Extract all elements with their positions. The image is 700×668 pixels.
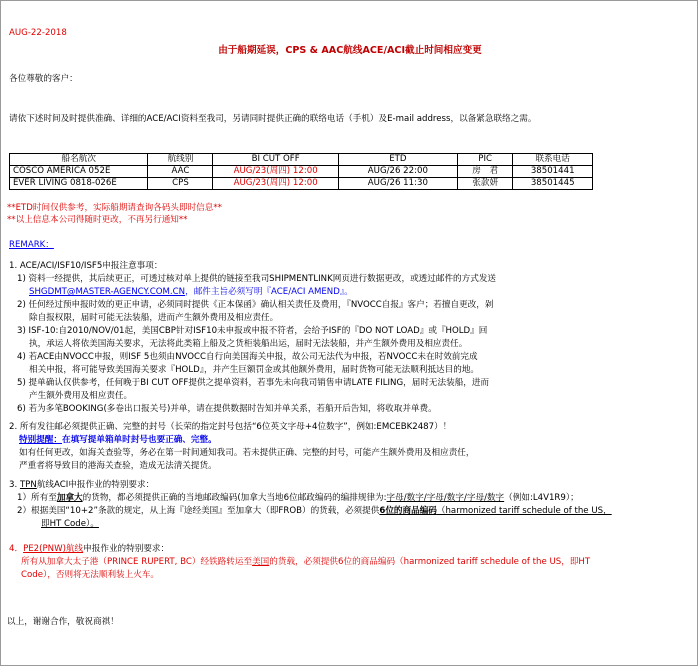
section-1-item-5 [9,377,496,403]
notice-date: AUG-22-2018 [9,28,67,38]
cell-route: AAC [148,166,213,178]
item-3-line-a: 3) ISF-10:自2010/NOV/01起，美国CBP针对ISF10未申报或申报不符者，会给予ISF的『DO NOT LOAD』或『HOLD』回 [17,326,488,336]
header-route: 航线别 [148,154,213,166]
item-1-prefix: 1）所有至 [17,493,57,503]
item-2-htcode: 即HT Code）。 [41,519,99,529]
header-cutoff: BI CUT OFF [213,154,338,166]
section-1 [9,260,496,416]
item-5-line-a: 5) 提单确认仅供参考，任何晚于BI CUT OFF提供之提单资料，若事先未向我司销售申请LATE FILING，届时无法装船，进而 [17,378,490,388]
cell-vessel: EVER LIVING 0818-026E [10,178,148,190]
note-etd: **ETD时间仅供参考，实际船期请查询各码头即时信息** [7,203,222,213]
section-3-heading-text: 航线ACI申报作业的特别要求： [36,480,155,490]
postal-pattern: 字母/数字/字母/数字/字母/数字 [386,493,505,503]
header-tel: 联系电话 [513,154,593,166]
amend-subject-text: ，邮件主旨必须写明『ACE/ACI AMEND』。 [185,287,353,297]
section-1-item-6: 6) 若为多笔BOOKING(多卷出口报关号)并单，请在提供数据时告知并单关系，若船开后告知，将收取并单费。 [17,404,437,414]
section-4-line-2: Code），否则将无法顺利装上火车。 [21,570,160,580]
header-vessel: 船名航次 [10,154,148,166]
cell-cutoff: AUG/23(周四) 12:00 [213,166,338,178]
section-3-heading [9,479,612,492]
item-1-suffix: （例如:L4V1R9）； [504,493,579,503]
cell-etd: AUG/26 11:30 [338,178,457,190]
section-2 [9,421,474,473]
section-1-item-4 [9,351,496,377]
item-2-prefix: 2）根据美国“10+2”条款的规定，从上海『途经美国』至加拿大（即FROB）的货载，必须提供 [17,506,380,516]
intro-text: 请依下述时间及时提供准确、详细的ACE/ACI资料至我司，另请同时提供正确的联络电话（手机）及E-mail address，以备紧急联络之需。 [9,114,537,124]
section-2-line-3: 如有任何更改，如海关查验等，务必在第一时间通知我司。若未提供正确、完整的封号，可能产生额外费用及相应责任， [19,448,475,458]
section-4-heading-text: 申报作业的特别要求： [83,544,170,554]
cell-etd: AUG/26 22:00 [338,166,457,178]
amend-email-link[interactable]: SHGDMT@MASTER-AGENCY.COM.CN [29,287,186,297]
table-header-row [10,154,593,166]
item-4-line-a: 4) 若ACE由NVOCC申报，则ISF 5也须由NVOCC自行向美国海关申报，故公司无法代为申报，若NVOCC未在时效前完成 [17,352,478,362]
section-3-number: 3. [9,480,18,490]
item-1-mid: 的货物，都必须提供正确的当地邮政编码(加拿大当地6位邮政编码的编排规律为: [82,493,387,503]
item-5-line-b: 产生额外费用及相应责任。 [29,391,133,401]
section-2-line-1: 2. 所有发往邮必须提供正确、完整的封号（长荣的指定封号包括“6位英文字母+4位数字”，例如:EMCEBK2487）！ [9,422,452,432]
item-2-line-b: 除自报权限，届时可能无法装船，进而产生额外费用及相应责任。 [29,313,279,323]
cell-pic: 张款妍 [457,178,512,190]
section-3-item-2 [9,505,612,531]
section-3-item-1 [9,492,612,505]
section-4-number: 4． [9,544,24,554]
notice-title: 由于船期延误，CPS & AAC航线ACE/ACI截止时间相应变更 [218,45,482,56]
section-4 [9,543,590,582]
table-row [10,166,593,178]
section-1-item-2 [9,299,496,325]
section-3 [9,479,612,531]
line-1-prefix: 所有从加拿大太子港（PRINCE RUPERT, BC）经铁路转运至 [21,557,253,567]
cell-pic: 房 君 [457,166,512,178]
section-4-heading [9,543,590,556]
pe2-route-label: PE2(PNW)航线 [23,544,84,554]
section-4-line-1 [9,556,590,569]
special-reminder-label: 特别提醒： [19,435,62,445]
us-label: 美国 [252,557,270,567]
item-1-line-b [17,286,496,299]
item-4-line-b: 相关申报，将可能导致美国海关要求『HOLD』，并产生巨额罚金或其他额外费用，届时货物可能无法顺利抵达目的地。 [29,365,480,375]
closing-text: 以上，谢谢合作，敬祝商祺！ [7,617,119,627]
item-1-line-a: 1) 资料一经提供，其后续更正，可透过核对单上提供的链接至我司SHIPMENTLINK网页进行数据更改，或透过邮件的方式发送 [17,274,497,284]
header-pic: PIC [457,154,512,166]
tpn-route-label: TPN [19,480,37,490]
special-reminder-text: 在填写提单箱单时封号也要正确、完整。 [61,435,217,445]
cell-tel: 38501445 [513,178,593,190]
remark-link[interactable]: REMARK： [9,240,54,250]
section-1-heading: 1. ACE/ACI/ISF10/ISF5申报注意事项： [9,261,163,271]
line-1-suffix: 的货载，必须提供6位的商品编码（harmonized tariff schedule of the US，即HT [269,557,591,567]
item-2-hts: （harmonized tariff schedule of the US， [436,506,612,516]
cell-route: CPS [148,178,213,190]
item-2-line-a: 2) 任何经过预申报时效的更正申请，必须同时提供《正本保函》确认相关责任及费用，『NVOCC自报』客户；若擅自更改，剁 [17,300,494,310]
note-changes: **以上信息本公司得随时更改，不再另行通知** [7,215,188,225]
section-2-special [9,434,474,447]
table-row [10,178,593,190]
cell-vessel: COSCO AMERICA 052E [10,166,148,178]
header-etd: ETD [338,154,457,166]
vessel-schedule-table [9,153,593,190]
item-3-line-b: 执，承运人将依美国海关要求，无法将此类箱上船及之货柜装船出运，届时无法装船，并产生额外费用及相应责任。 [29,339,468,349]
cell-cutoff: AUG/23(周四) 12:00 [213,178,338,190]
cell-tel: 38501441 [513,166,593,178]
section-2-line-4: 严重者将导致目的港海关查验，造成无法清关提货。 [19,461,217,471]
greeting: 各位尊敬的客户： [9,74,78,84]
six-digit-code-label: 6位的商品编码 [379,506,437,516]
canada-label: 加拿大 [56,493,83,503]
section-1-item-1 [9,273,496,299]
section-1-item-3 [9,325,496,351]
